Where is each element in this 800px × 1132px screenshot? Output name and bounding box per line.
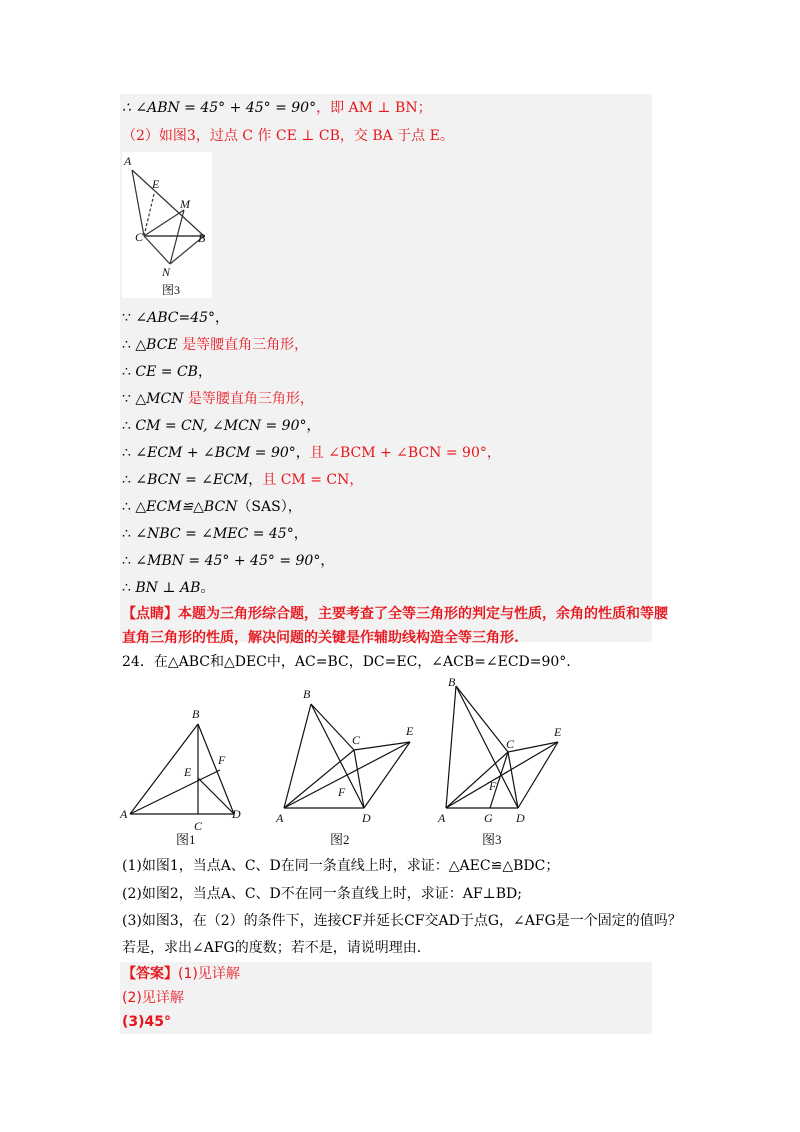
answer-line-2: (2)见详解 xyxy=(122,990,184,1006)
fig1-label-c: C xyxy=(194,819,203,833)
comment-line-1: 【点睛】本题为三角形综合题，主要考查了全等三角形的判定与性质，余角的性质和等腰 xyxy=(122,606,668,622)
label-b: B xyxy=(198,231,206,245)
label-e: E xyxy=(152,177,160,191)
fig3-label-e: E xyxy=(554,725,562,739)
answer-line-3: (3)45° xyxy=(122,1014,172,1030)
fig1-label-f: F xyxy=(218,753,226,767)
fig2-ae xyxy=(284,742,410,808)
proof-step-7: ∴ ∠BCN = ∠ECM，且 CM = CN， xyxy=(122,472,364,488)
proof-step-11: ∴ BN ⊥ AB。 xyxy=(122,580,215,596)
fig2-label-e: E xyxy=(406,724,414,738)
fig1-label-e: E xyxy=(184,765,192,779)
problem24-q2: (2)如图2，当点A、C、D不在同一条直线上时，求证：AF⊥BD; xyxy=(122,886,523,902)
label-n: N xyxy=(162,265,171,279)
proof-step-10: ∴ ∠MBN = 45° + 45° = 90°， xyxy=(122,553,335,569)
fig3-label-d: D xyxy=(516,811,525,825)
fig3-label-b: B xyxy=(448,675,456,689)
fig2-label-c: C xyxy=(352,733,361,747)
solution-part2-intro: （2）如图3，过点 C 作 CE ⊥ CB，交 BA 于点 E。 xyxy=(122,128,454,144)
problem24-q3-line1: (3)如图3，在（2）的条件下，连接CF并延长CF交AD于点G，∠AFG是一个固定的值吗？ xyxy=(122,913,682,929)
figure-prev-3-svg xyxy=(122,152,212,298)
proof-step-5: ∴ CM = CN, ∠MCN = 90°， xyxy=(122,418,321,434)
problem24-q1: (1)如图1，当点A、C、D在同一条直线上时，求证：△AEC≌△BDC； xyxy=(122,858,560,874)
fig3-label-c: C xyxy=(506,737,515,751)
fig3-label-f: F xyxy=(489,779,497,793)
fig2-de xyxy=(364,742,410,808)
solution-line-abn: ∴ ∠ABN = 45° + 45° = 90°，即 AM ⊥ BN； xyxy=(122,100,432,116)
label-a: A xyxy=(124,154,132,168)
fig2-label-f: F xyxy=(338,785,346,799)
proof-step-9: ∴ ∠NBC = ∠MEC = 45°， xyxy=(122,526,308,542)
proof-step-3: ∴ CE = CB， xyxy=(122,364,212,380)
fig2-label-b: B xyxy=(303,687,311,701)
figure-prev-3 xyxy=(122,152,212,298)
label-c: C xyxy=(135,230,144,244)
seg-cn xyxy=(144,236,170,264)
fig1-label-a: A xyxy=(120,807,128,821)
proof-step-1: ∵ ∠ABC=45°， xyxy=(122,310,230,326)
fig2-label-a: A xyxy=(276,811,284,825)
proof-step-4: ∵ △MCN 是等腰直角三角形， xyxy=(122,391,314,407)
fig1-af xyxy=(130,770,220,814)
fig3-caption: 图3 xyxy=(482,832,502,847)
fig1-caption: 图1 xyxy=(176,832,196,847)
fig2-bc xyxy=(311,704,354,750)
proof-step-8: ∴ △ECM≌△BCN（SAS）， xyxy=(122,499,302,515)
fig1-label-b: B xyxy=(192,707,200,721)
fig3-ab xyxy=(446,686,456,808)
problem24-q3-line2: 若是，求出∠AFG的度数；若不是，请说明理由. xyxy=(122,940,422,956)
fig1-ed xyxy=(198,778,234,814)
fig3-cd xyxy=(508,752,518,808)
fig2-caption: 图2 xyxy=(330,832,350,847)
seg-ec xyxy=(144,194,154,236)
problem24-figures xyxy=(118,672,678,852)
figure-prev-3-caption: 图3 xyxy=(162,283,181,297)
fig2-ab xyxy=(284,704,311,808)
fig3-label-g: G xyxy=(484,811,493,825)
fig3-ae xyxy=(446,742,558,808)
answer-line-1: 【答案】(1)见详解 xyxy=(122,966,240,982)
fig1-bd xyxy=(198,724,234,814)
proof-step-2: ∴ △BCE 是等腰直角三角形， xyxy=(122,337,309,353)
comment-line-2: 直角三角形的性质，解决问题的关键是作辅助线构造全等三角形. xyxy=(122,630,519,646)
problem24-statement: 24．在△ABC和△DEC中，AC=BC，DC=EC，∠ACB=∠ECD=90°. xyxy=(122,654,571,670)
fig3-label-a: A xyxy=(438,811,446,825)
proof-step-6: ∴ ∠ECM + ∠BCM = 90°，且 ∠BCM + ∠BCN = 90°， xyxy=(122,445,501,461)
label-m: M xyxy=(180,197,190,211)
fig2-label-d: D xyxy=(362,811,371,825)
fig2-ac xyxy=(284,750,354,808)
fig3-bc xyxy=(456,686,508,752)
fig1-label-d: D xyxy=(232,807,241,821)
fig3-de xyxy=(518,742,558,808)
